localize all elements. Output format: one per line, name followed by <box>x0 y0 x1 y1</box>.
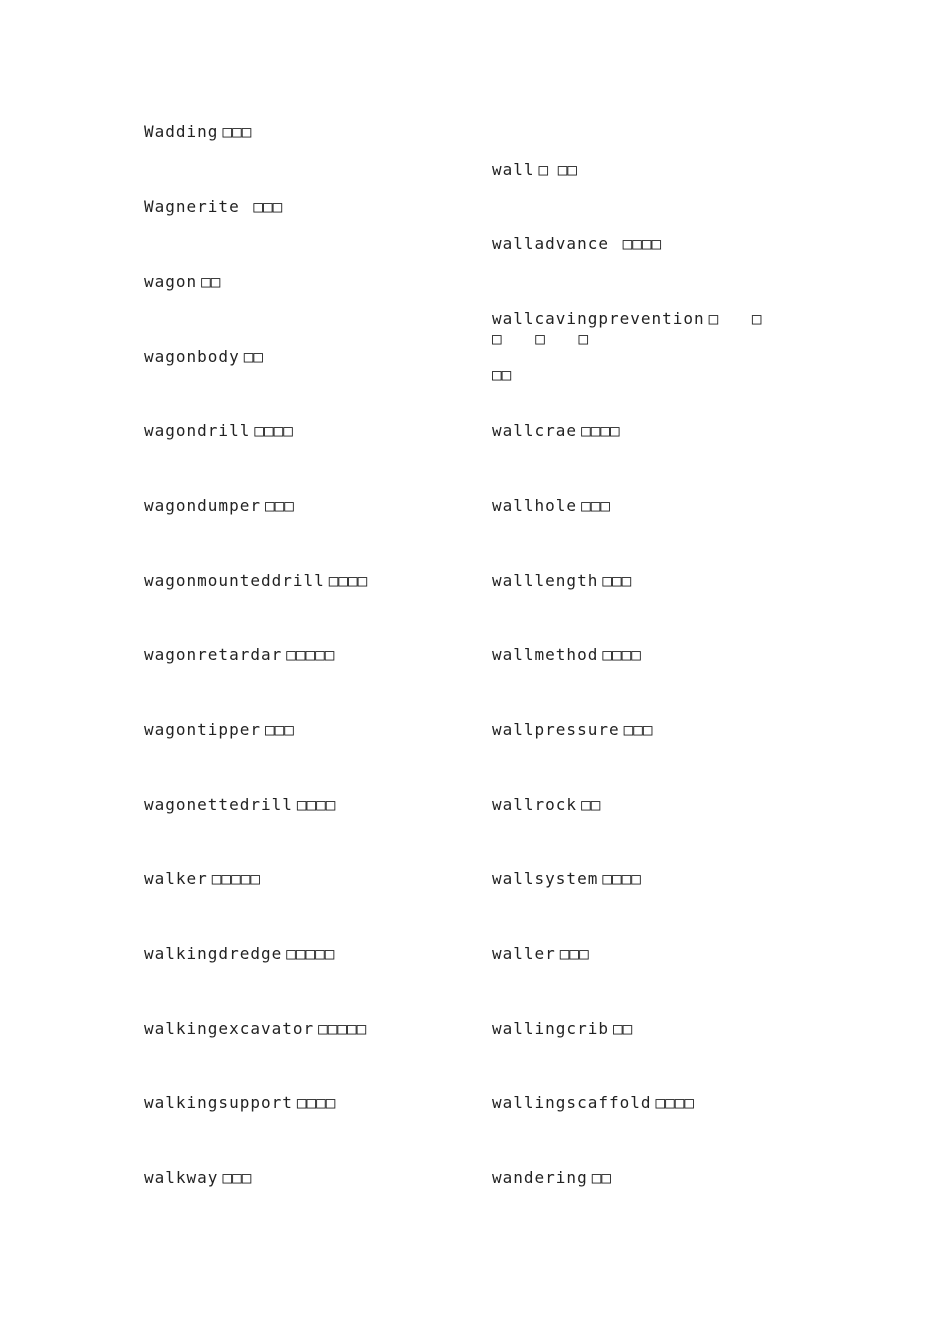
glossary-entry <box>492 421 620 441</box>
entry-gloss: □□ <box>201 272 221 291</box>
entry-gloss: □□□ <box>243 197 283 216</box>
entry-term: walkingsupport <box>144 1093 293 1112</box>
entry-term: wallsystem <box>492 869 599 888</box>
entry-gloss: □□□□ <box>254 421 293 440</box>
entry-gloss: □□□□ <box>602 869 641 888</box>
entry-term: wallpressure <box>492 720 620 739</box>
entry-gloss: □□□ <box>581 496 610 515</box>
glossary-entry <box>492 720 653 740</box>
entry-term: wandering <box>492 1168 588 1187</box>
entry-term: wagondumper <box>144 496 261 515</box>
entry-term: wagonmounteddrill <box>144 571 325 590</box>
entry-gloss: □□□ <box>222 1168 252 1187</box>
entry-gloss: □□□ <box>264 496 294 515</box>
entry-gloss: □□□□ <box>602 645 641 664</box>
glossary-entry <box>144 347 263 367</box>
entry-term: waller <box>492 944 556 963</box>
entry-term: Wagnerite <box>144 197 240 216</box>
entry-gloss: □□ <box>243 347 263 366</box>
entry-gloss: □□□□ <box>581 421 620 440</box>
glossary-entry <box>492 571 631 591</box>
glossary-entry <box>492 869 641 889</box>
entry-gloss: □□□ <box>623 720 653 739</box>
glossary-entry <box>144 1168 251 1188</box>
entry-term: walladvance <box>492 234 609 253</box>
glossary-entry <box>144 571 367 591</box>
entry-term: wagonretardar <box>144 645 283 664</box>
entry-gloss: □□□□ <box>296 1093 336 1112</box>
entry-gloss: □□□ <box>602 571 632 590</box>
glossary-entry <box>492 645 641 665</box>
glossary-entry <box>492 1168 611 1188</box>
entry-gloss: □□□ <box>559 944 589 963</box>
glossary-entry <box>144 1093 335 1113</box>
glossary-entry <box>492 944 589 964</box>
entry-term: wagon <box>144 272 198 291</box>
entry-gloss: □□□□□ <box>286 645 335 664</box>
glossary-entry <box>144 720 294 740</box>
entry-term: wallhole <box>492 496 578 515</box>
glossary-entry <box>492 160 577 180</box>
entry-term: wagonettedrill <box>144 795 293 814</box>
entry-term: wallingscaffold <box>492 1093 652 1112</box>
entry-term: walkway <box>144 1168 219 1187</box>
entry-gloss-continuation: □□ <box>492 365 512 384</box>
entry-gloss: □□□□ <box>296 795 336 814</box>
entry-gloss: □□□□ <box>328 571 368 590</box>
glossary-entry <box>144 869 260 889</box>
entry-term: walker <box>144 869 208 888</box>
glossary-entry <box>144 197 282 217</box>
glossary-entry <box>492 496 610 516</box>
entry-term: wallrock <box>492 795 578 814</box>
entry-term: wagondrill <box>144 421 251 440</box>
glossary-entry <box>144 496 294 516</box>
entry-term: wallmethod <box>492 645 599 664</box>
entry-gloss: □□□□□ <box>318 1019 367 1038</box>
entry-term: walkingdredge <box>144 944 283 963</box>
entry-term: Wadding <box>144 122 219 141</box>
glossary-entry <box>144 944 334 964</box>
entry-term: wallcrae <box>492 421 578 440</box>
entry-term: wagonbody <box>144 347 240 366</box>
glossary-entry <box>492 1093 694 1113</box>
glossary-entry <box>492 309 802 385</box>
entry-gloss: □□□ <box>264 720 294 739</box>
entry-term: wallcavingprevention <box>492 309 705 328</box>
glossary-entry <box>492 234 661 254</box>
entry-gloss: □ □ □ □ □ <box>492 309 774 348</box>
glossary-entry <box>144 795 335 815</box>
glossary-entry <box>492 1019 632 1039</box>
entry-term: walllength <box>492 571 599 590</box>
entry-term: walkingexcavator <box>144 1019 315 1038</box>
entry-term: wall <box>492 160 535 179</box>
glossary-entry <box>144 645 334 665</box>
entry-gloss: □□ <box>591 1168 611 1187</box>
entry-gloss: □□ <box>612 1019 633 1038</box>
entry-gloss: □ □□ <box>538 160 578 179</box>
entry-gloss: □□□□□ <box>286 944 335 963</box>
glossary-entry <box>144 272 220 292</box>
entry-gloss: □□ <box>581 795 601 814</box>
entry-term: wagontipper <box>144 720 261 739</box>
glossary-entry <box>144 1019 366 1039</box>
glossary-entry <box>492 795 600 815</box>
glossary-entry <box>144 421 293 441</box>
entry-gloss: □□□□□ <box>211 869 260 888</box>
entry-gloss: □□□□ <box>612 234 662 253</box>
entry-gloss: □□□ <box>222 122 252 141</box>
glossary-entry <box>144 122 251 142</box>
entry-term: wallingcrib <box>492 1019 609 1038</box>
entry-gloss: □□□□ <box>655 1093 695 1112</box>
